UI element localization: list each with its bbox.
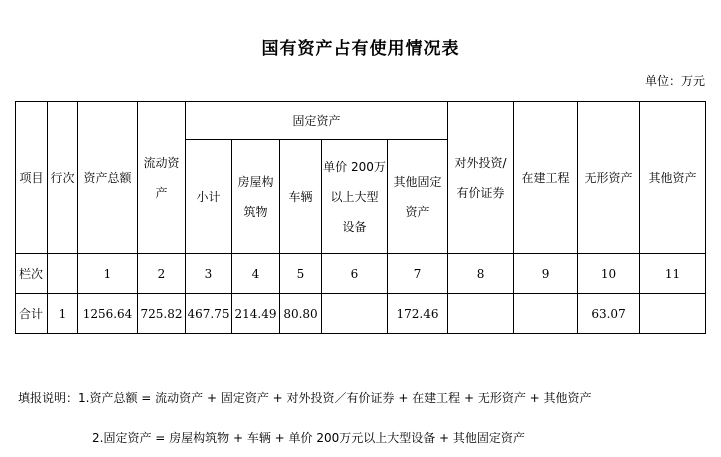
col-no-cell: 10 (578, 254, 640, 294)
unit-label: 单位：万元 (644, 74, 705, 88)
header-item: 项目 (16, 102, 48, 254)
asset-table (15, 101, 706, 334)
col-no-cell: 5 (280, 254, 322, 294)
header-large-equipment-line1: 单价 200万 (323, 159, 386, 174)
header-large-equipment (322, 140, 388, 254)
header-intangible: 无形资产 (578, 102, 640, 254)
total-cell (322, 294, 388, 334)
header-construction: 在建工程 (514, 102, 578, 254)
total-cell: 725.82 (138, 294, 186, 334)
row-label-total: 合计 (16, 294, 48, 334)
header-other-assets: 其他资产 (640, 102, 706, 254)
header-buildings-line2: 筑物 (243, 204, 268, 219)
total-cell: 80.80 (280, 294, 322, 334)
header-investments-line1: 对外投资/ (454, 155, 507, 170)
header-investments-line2: 有价证券 (456, 185, 505, 200)
header-current-assets (138, 102, 186, 254)
total-cell (448, 294, 514, 334)
col-no-cell: 1 (78, 254, 138, 294)
header-investments (448, 102, 514, 254)
total-cell: 1256.64 (78, 294, 138, 334)
header-fixed-assets: 固定资产 (186, 102, 448, 140)
page-title: 国有资产占有使用情况表 (261, 39, 460, 59)
total-cell: 467.75 (186, 294, 232, 334)
header-buildings (232, 140, 280, 254)
total-cell: 63.07 (578, 294, 640, 334)
header-vehicles: 车辆 (280, 140, 322, 254)
col-no-cell: 4 (232, 254, 280, 294)
header-buildings-line1: 房屋构 (237, 174, 274, 189)
header-subtotal: 小计 (186, 140, 232, 254)
total-cell (514, 294, 578, 334)
row-label-column-numbers: 栏次 (16, 254, 48, 294)
col-no-cell: 7 (388, 254, 448, 294)
col-no-cell: 2 (138, 254, 186, 294)
header-other-fixed (388, 140, 448, 254)
col-no-cell: 9 (514, 254, 578, 294)
header-total-assets: 资产总额 (78, 102, 138, 254)
total-row (16, 294, 706, 334)
header-large-equipment-line3: 设备 (342, 219, 367, 234)
header-other-fixed-line2: 资产 (405, 204, 430, 219)
note-line-2: 2.固定资产 = 房屋构筑物 + 车辆 + 单价 200万元以上大型设备 + 其他固定资产 (92, 431, 525, 445)
col-no-cell (48, 254, 78, 294)
col-no-cell: 11 (640, 254, 706, 294)
total-cell: 214.49 (232, 294, 280, 334)
header-current-assets-line2: 产 (155, 185, 168, 200)
header-row-no: 行次 (48, 102, 78, 254)
total-cell (640, 294, 706, 334)
col-no-cell: 8 (448, 254, 514, 294)
header-other-fixed-line1: 其他固定 (393, 174, 442, 189)
header-current-assets-line1: 流动资 (143, 155, 180, 170)
note-line-1: 填报说明：1.资产总额 = 流动资产 + 固定资产 + 对外投资／有价证券 + 在建工程 + 无形资产 + 其他资产 (18, 391, 592, 405)
col-no-cell: 3 (186, 254, 232, 294)
header-large-equipment-line2: 以上大型 (330, 189, 379, 204)
total-cell: 1 (48, 294, 78, 334)
total-cell: 172.46 (388, 294, 448, 334)
col-no-cell: 6 (322, 254, 388, 294)
column-number-row (16, 254, 706, 294)
